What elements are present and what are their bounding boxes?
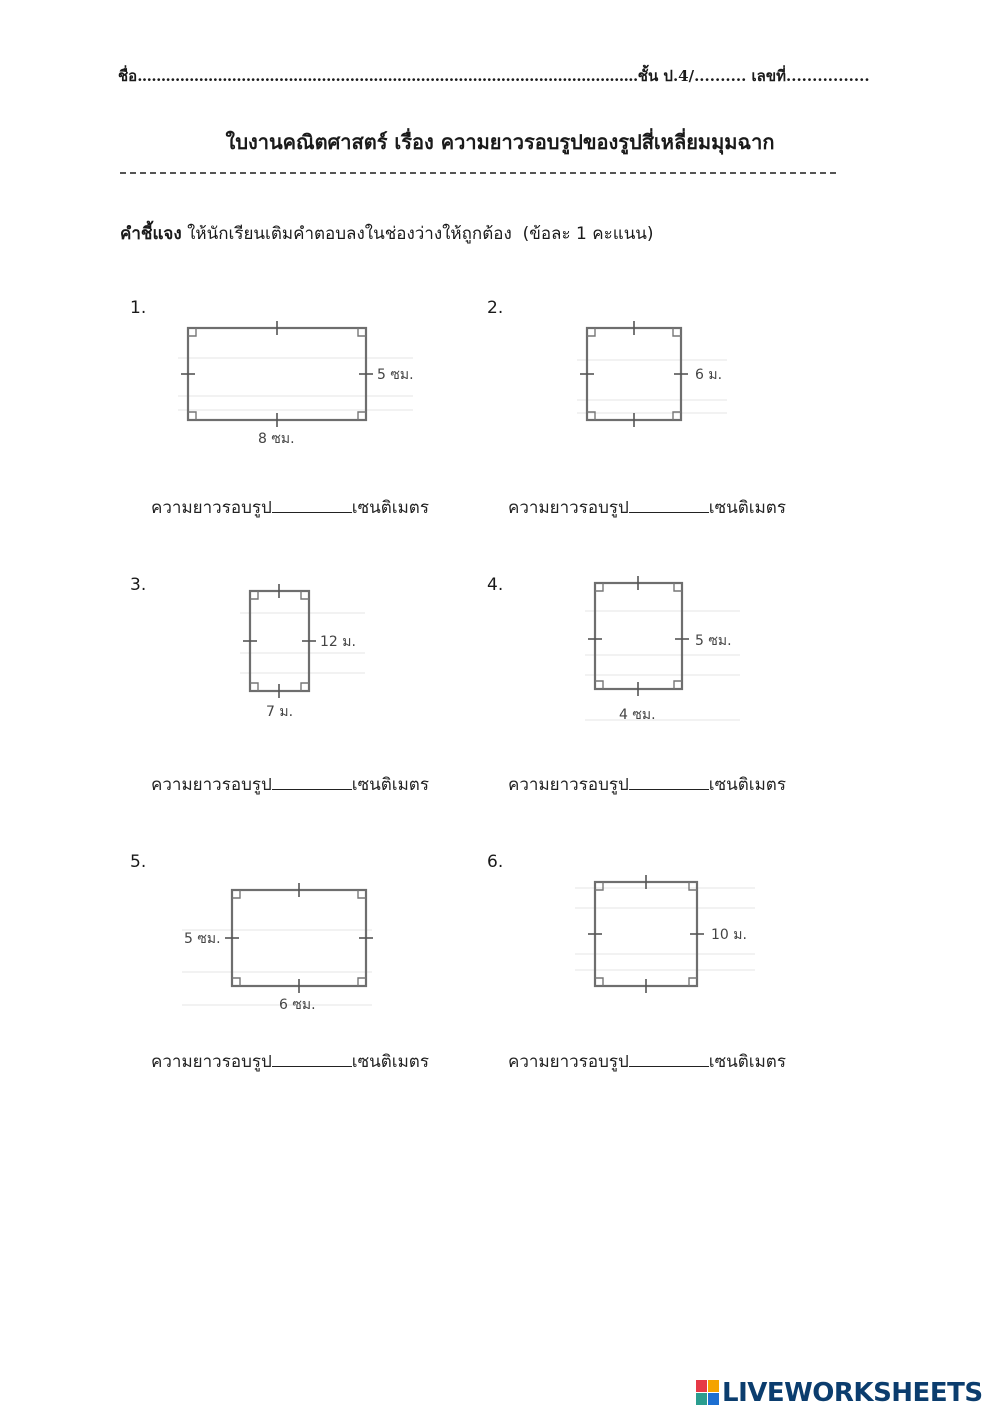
instructions-text: ให้นักเรียนเติมคำตอบลงในช่องว่างให้ถูกต้อง	[187, 224, 512, 244]
answer-unit: เซนติเมตร	[708, 775, 786, 795]
answer-blank[interactable]	[629, 1049, 709, 1067]
width-label: 8 ซม.	[258, 431, 295, 447]
question-number: 1.	[130, 298, 147, 318]
name-field[interactable]: ..........................................................................................................	[137, 67, 638, 85]
question-number: 3.	[130, 575, 147, 595]
answer-line-2	[508, 494, 786, 521]
answer-prefix: ความยาวรอบรูป	[151, 498, 272, 518]
rectangle-figure-2	[577, 318, 757, 433]
answer-unit: เซนติเมตร	[708, 1052, 786, 1072]
answer-unit: เซนติเมตร	[351, 775, 429, 795]
answer-blank[interactable]	[272, 495, 352, 513]
question-number: 2.	[487, 298, 504, 318]
answer-unit: เซนติเมตร	[708, 498, 786, 518]
instructions-lead: คำชี้แจง	[120, 224, 182, 244]
answer-unit: เซนติเมตร	[351, 498, 429, 518]
answer-prefix: ความยาวรอบรูป	[508, 498, 629, 518]
height-label: 12 ม.	[320, 634, 356, 650]
rectangle-figure-4	[585, 575, 755, 725]
answer-prefix: ความยาวรอบรูป	[151, 775, 272, 795]
height-label: 10 ม.	[711, 927, 747, 943]
height-label: 5 ซม.	[184, 931, 221, 947]
instructions-points: (ข้อละ 1 คะแนน)	[522, 224, 654, 244]
rectangle-figure-5	[182, 880, 382, 1020]
logo-icon	[696, 1380, 720, 1406]
logo-text: LIVEWORKSHEETS	[722, 1378, 983, 1408]
question-number: 5.	[130, 852, 147, 872]
class-field[interactable]: ชั้น ป.4/..........	[637, 67, 747, 85]
answer-blank[interactable]	[272, 1049, 352, 1067]
student-info-line	[118, 64, 870, 88]
answer-blank[interactable]	[272, 772, 352, 790]
answer-line-6	[508, 1048, 786, 1075]
name-label: ชื่อ	[118, 67, 138, 85]
instructions	[120, 220, 654, 247]
worksheet-title: ใบงานคณิตศาสตร์ เรื่อง ความยาวรอบรูปของรูปสี่เหลี่ยมมุมฉาก	[225, 130, 775, 154]
answer-line-3	[151, 771, 429, 798]
width-label: 6 ซม.	[279, 997, 316, 1013]
answer-prefix: ความยาวรอบรูป	[508, 1052, 629, 1072]
answer-line-1	[151, 494, 429, 521]
height-label: 5 ซม.	[377, 367, 414, 383]
answer-prefix: ความยาวรอบรูป	[508, 775, 629, 795]
rectangle-figure-6	[575, 872, 765, 997]
divider	[120, 172, 836, 174]
rectangle-figure-3	[240, 583, 380, 723]
answer-line-5	[151, 1048, 429, 1075]
answer-unit: เซนติเมตร	[351, 1052, 429, 1072]
height-label: 5 ซม.	[695, 633, 732, 649]
question-number: 4.	[487, 575, 504, 595]
width-label: 7 ม.	[266, 704, 294, 720]
liveworksheets-logo	[696, 1376, 983, 1410]
width-label: 4 ซม.	[619, 707, 656, 723]
question-number: 6.	[487, 852, 504, 872]
student-number-field[interactable]: เลขที่................	[751, 67, 870, 85]
answer-blank[interactable]	[629, 772, 709, 790]
answer-prefix: ความยาวรอบรูป	[151, 1052, 272, 1072]
rectangle-figure-1	[178, 318, 428, 453]
height-label: 6 ม.	[695, 367, 723, 383]
answer-blank[interactable]	[629, 495, 709, 513]
answer-line-4	[508, 771, 786, 798]
